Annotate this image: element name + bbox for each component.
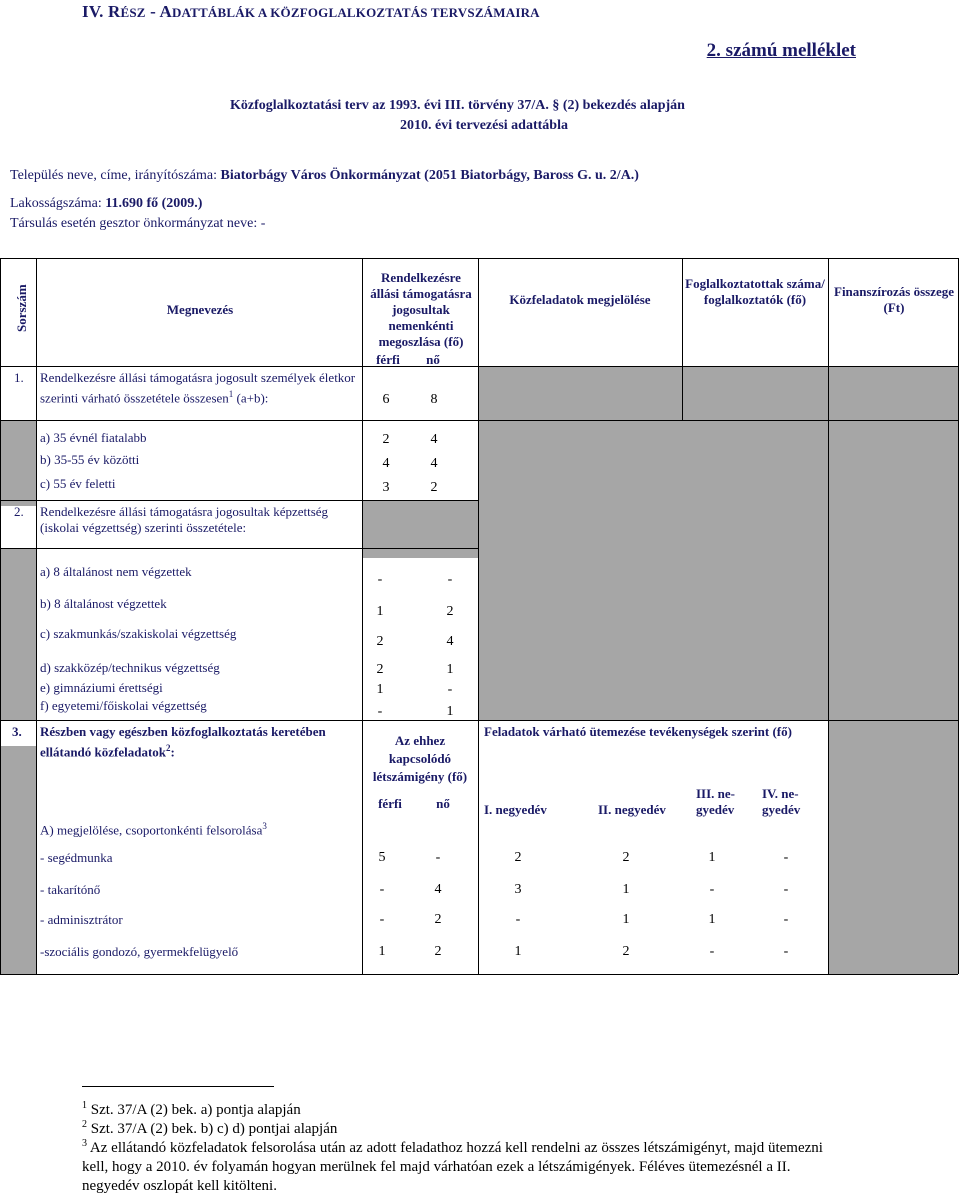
annex-label: 2. számú melléklet — [706, 40, 856, 61]
col-no: nő — [436, 796, 450, 811]
list-item: f) egyetemi/főiskolai végzettség — [40, 698, 207, 713]
cell-ferfi: 1 — [376, 682, 384, 697]
cell-ferfi: 3 — [382, 480, 390, 495]
row3-schedule: Feladatok várható ütemezése tevékenységek szerint (fő) — [484, 724, 792, 739]
list-item: e) gimnáziumi érettségi — [40, 680, 163, 695]
cell-q3: 1 — [708, 912, 716, 927]
col-finanszirozas: Finanszírozás összege (Ft) — [834, 284, 954, 315]
list-item: d) szakközép/technikus végzettség — [40, 660, 220, 675]
row1-ferfi: 6 — [382, 392, 390, 407]
cell-q2: 2 — [622, 944, 630, 959]
cell-ferfi: 2 — [376, 634, 384, 649]
cell-no: 4 — [446, 634, 454, 649]
q3-header: III. ne- gyedév — [696, 786, 736, 817]
list-item: a) 35 évnél fiatalabb — [40, 430, 147, 445]
cell-ferfi: - — [379, 912, 385, 927]
row-number: 3. — [12, 724, 22, 739]
shaded-block — [0, 548, 36, 720]
list-item: b) 35-55 év közötti — [40, 452, 140, 467]
cell-no: 4 — [430, 456, 438, 471]
q4-header: IV. ne- gyedév — [762, 786, 801, 817]
row3-sub: A) megjelölése, csoportonkénti felsorolása$^3$ — [40, 821, 267, 838]
association-line: Társulás esetén gesztor önkormányzat neve: - — [10, 216, 266, 231]
cell-no: 2 — [446, 604, 454, 619]
cell-ferfi: - — [377, 572, 383, 587]
footnote-rule — [82, 1086, 274, 1087]
row1-label: Rendelkezésre állási támogatásra jogosult személyek életkor szerinti várható összetétele összesen$^1$ (a+b): — [40, 370, 356, 406]
shaded-block — [362, 500, 478, 558]
q2-header: II. negyedév — [598, 802, 666, 817]
shaded-block — [828, 720, 958, 974]
cell-q4: - — [783, 882, 789, 897]
cell-ferfi: 2 — [382, 432, 390, 447]
table-row: - takarítónő — [40, 882, 101, 897]
row-number: 1. — [14, 370, 24, 385]
cell-no: 4 — [430, 432, 438, 447]
col-ferfi: férfi — [378, 796, 402, 811]
col-ferfi: férfi — [376, 352, 400, 367]
table-row: -szociális gondozó, gyermekfelügyelő — [40, 944, 239, 959]
cell-q2: 1 — [622, 882, 630, 897]
cell-no: 4 — [434, 882, 442, 897]
cell-no: - — [447, 682, 453, 697]
list-item: a) 8 általánost nem végzettek — [40, 564, 192, 579]
cell-no: 2 — [434, 912, 442, 927]
table-row: - adminisztrátor — [40, 912, 123, 927]
cell-ferfi: 1 — [378, 944, 386, 959]
page-title: IV. RÉSZ - ADATTÁBLÁK A KÖZFOGLALKOZTATÁS TERVSZÁMAIRA — [82, 2, 540, 21]
cell-q2: 1 — [622, 912, 630, 927]
cell-no: 1 — [446, 704, 454, 719]
law-reference: Közfoglalkoztatási terv az 1993. évi III. törvény 37/A. § (2) bekezdés alapján — [230, 98, 685, 113]
q1-header: I. negyedév — [484, 802, 547, 817]
col-kozfeladat: Közfeladatok megjelölése — [509, 292, 651, 307]
row3-label: Részben vagy egészben közfoglalkoztatás keretében ellátandó közfeladatok$^2$: — [40, 724, 326, 760]
cell-q1: 3 — [514, 882, 522, 897]
cell-no: 2 — [434, 944, 442, 959]
list-item: b) 8 általánost végzettek — [40, 596, 167, 611]
col-no: nő — [426, 352, 440, 367]
row-number: 2. — [14, 504, 24, 519]
cell-no: - — [435, 850, 441, 865]
col-rendelkezes: Rendelkezésre állási támogatásra jogosultak nemenkénti megoszlása (fő) — [370, 270, 472, 349]
cell-q1: 1 — [514, 944, 522, 959]
list-item: c) szakmunkás/szakiskolai végzettség — [40, 626, 237, 641]
footnote-1: $^1$ Szt. 37/A (2) bek. a) pontja alapján — [82, 1100, 301, 1118]
col-foglalkoztatottak: Foglalkoztatottak száma/ foglalkoztatók (fő) — [685, 276, 825, 307]
cell-no: 2 — [430, 480, 438, 495]
table-row: - segédmunka — [40, 850, 113, 865]
row1-no: 8 — [430, 392, 438, 407]
col-sorszam: Sorszám — [14, 284, 29, 332]
footnote-2: $^2$ Szt. 37/A (2) bek. b) c) d) pontjai alapján — [82, 1119, 338, 1137]
shaded-block — [478, 366, 958, 420]
settlement-line: Település neve, címe, irányítószáma: Biatorbágy Város Önkormányzat (2051 Biatorbágy, Baross G. u. 2/A.) — [10, 168, 639, 183]
shaded-block — [478, 420, 958, 720]
cell-q3: 1 — [708, 850, 716, 865]
cell-q4: - — [783, 912, 789, 927]
cell-ferfi: 4 — [382, 456, 390, 471]
cell-q1: - — [515, 912, 521, 927]
cell-q3: - — [709, 882, 715, 897]
plan-title: 2010. évi tervezési adattábla — [400, 118, 568, 133]
cell-ferfi: - — [377, 704, 383, 719]
row2-label: Rendelkezésre állási támogatásra jogosultak képzettség (iskolai végzettség) szerinti összetétele: — [40, 504, 329, 535]
footnote-3: $^3$ Az ellátandó közfeladatok felsorolása után az adott feladathoz hozzá kell rendelni az összes létszámigényt, majd ütemezni kell, hogy a 2010. év folyamán hogyan merülnek fel majd várhatóan ezek a létszámigények. Féléves ütemezésnél a II. negyedév oszlopát kell kitölteni. — [82, 1138, 823, 1194]
cell-q3: - — [709, 944, 715, 959]
cell-no: - — [447, 572, 453, 587]
cell-ferfi: 1 — [376, 604, 384, 619]
cell-ferfi: 2 — [376, 662, 384, 677]
cell-ferfi: 5 — [378, 850, 386, 865]
cell-q2: 2 — [622, 850, 630, 865]
row3-need: Az ehhez kapcsolódó létszámigény (fő) — [372, 733, 468, 784]
col-megnevezes: Megnevezés — [166, 302, 234, 317]
shaded-block — [0, 420, 36, 506]
shaded-block — [0, 746, 36, 974]
cell-ferfi: - — [379, 882, 385, 897]
cell-q4: - — [783, 850, 789, 865]
list-item: c) 55 év feletti — [40, 476, 116, 491]
population-line: Lakosságszáma: 11.690 fő (2009.) — [10, 196, 203, 211]
cell-q4: - — [783, 944, 789, 959]
cell-q1: 2 — [514, 850, 522, 865]
cell-no: 1 — [446, 662, 454, 677]
